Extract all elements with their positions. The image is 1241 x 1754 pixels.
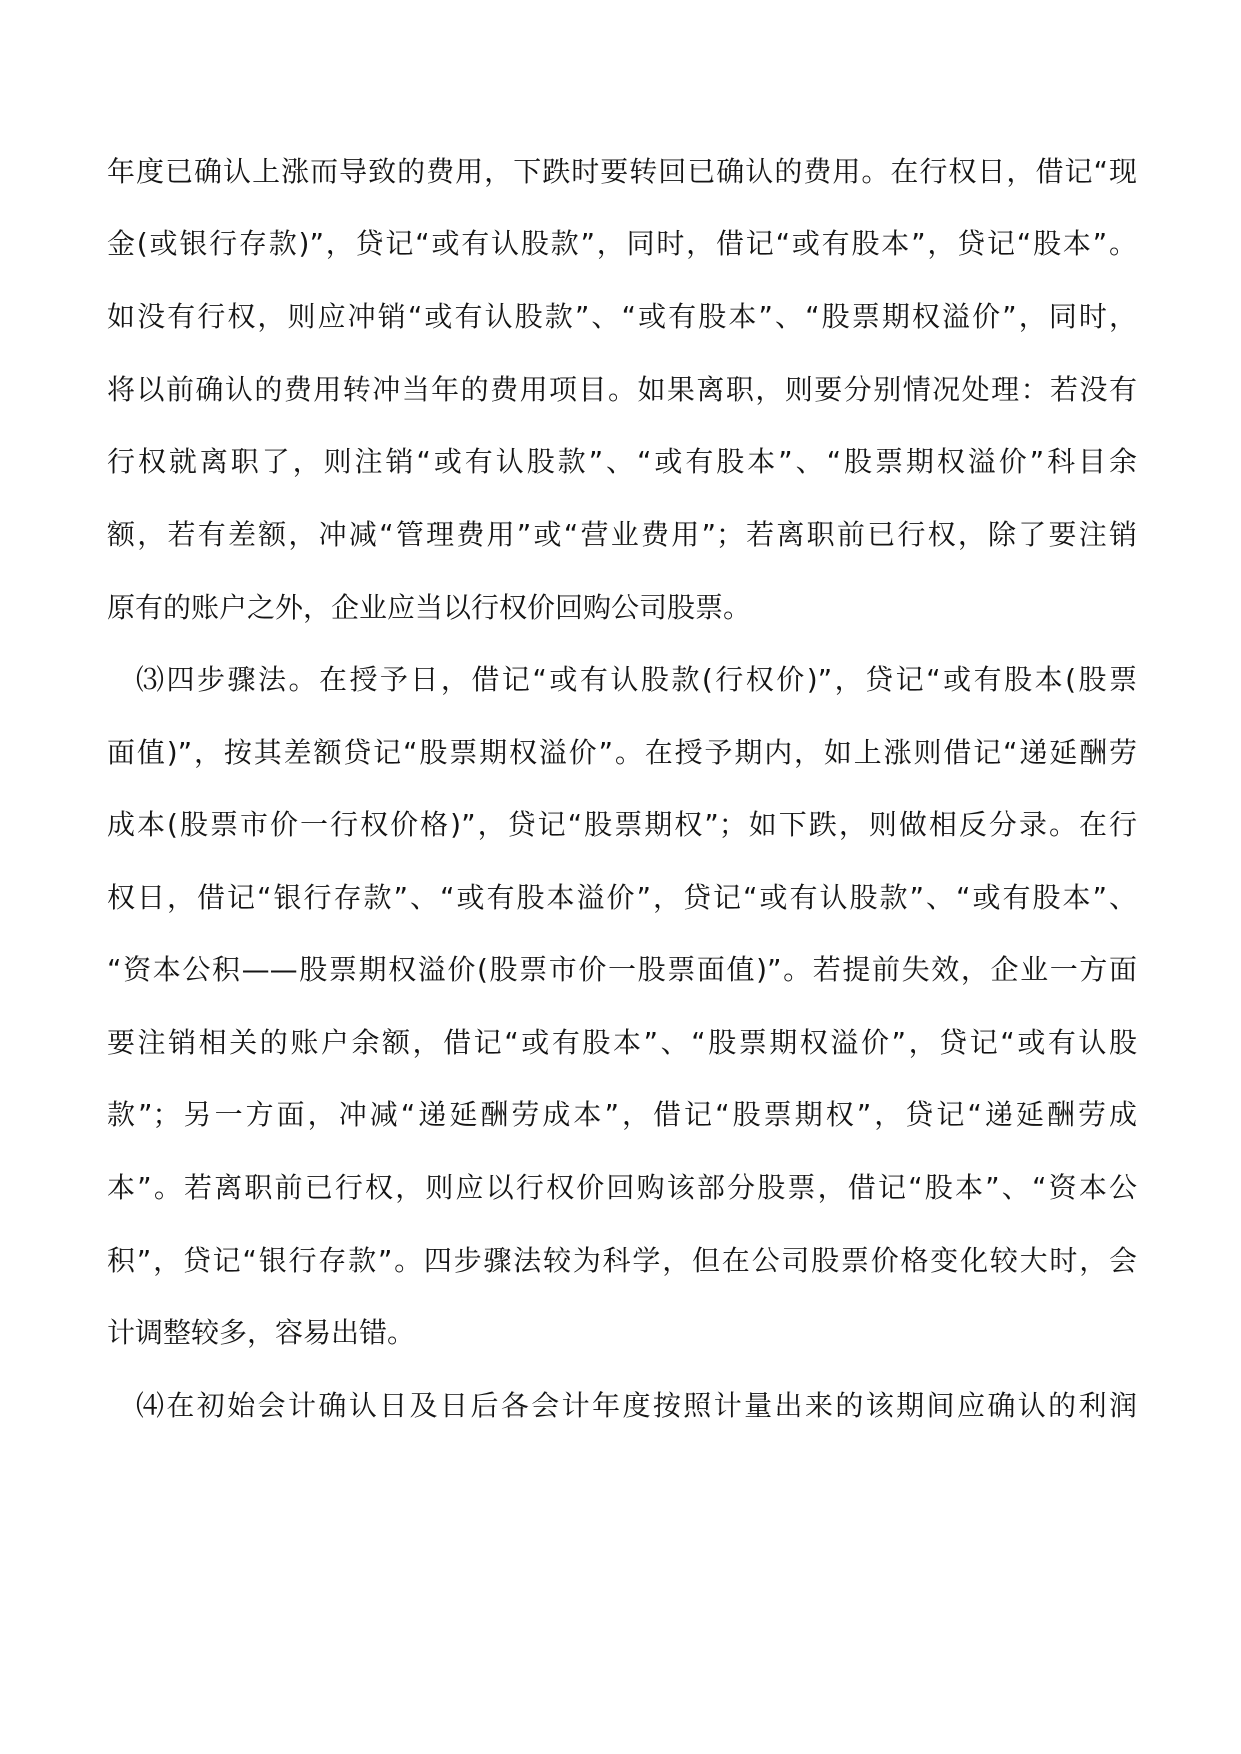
text-line: 计调整较多，容易出错。 — [107, 1316, 416, 1349]
text-line: 面值)”，按其差额贷记“股票期权溢价”。在授予期内，如上涨则借记“递延酬劳 — [107, 736, 1137, 769]
text-line: 额，若有差额，冲减“管理费用”或“营业费用”；若离职前已行权，除了要注销 — [107, 518, 1137, 551]
text-line: 将以前确认的费用转冲当年的费用项目。如果离职，则要分别情况处理：若没有 — [107, 373, 1137, 406]
text-line: 原有的账户之外，企业应当以行权价回购公司股票。 — [107, 591, 752, 624]
paragraph-first-line: ⑶四步骤法。在授予日，借记“或有认股款(行权价)”，贷记“或有股本(股票 — [136, 663, 1137, 696]
text-line: 权日，借记“银行存款”、“或有股本溢价”，贷记“或有认股款”、“或有股本”、 — [107, 881, 1137, 914]
paragraph-first-line: ⑷在初始会计确认日及日后各会计年度按照计量出来的该期间应确认的利润 — [136, 1389, 1137, 1422]
text-line: 年度已确认上涨而导致的费用，下跌时要转回已确认的费用。在行权日，借记“现 — [107, 155, 1137, 188]
text-line: 本”。若离职前已行权，则应以行权价回购该部分股票，借记“股本”、“资本公 — [107, 1171, 1137, 1204]
text-line: “资本公积——股票期权溢价(股票市价一股票面值)”。若提前失效，企业一方面 — [107, 953, 1137, 986]
text-line: 如没有行权，则应冲销“或有认股款”、“或有股本”、“股票期权溢价”，同时， — [107, 300, 1137, 333]
text-line: 积”，贷记“银行存款”。四步骤法较为科学，但在公司股票价格变化较大时，会 — [107, 1244, 1137, 1277]
text-line: 成本(股票市价一行权价格)”，贷记“股票期权”；如下跌，则做相反分录。在行 — [107, 808, 1137, 841]
text-line: 金(或银行存款)”，贷记“或有认股款”，同时，借记“或有股本”，贷记“股本”。 — [107, 227, 1137, 260]
text-line: 款”；另一方面，冲减“递延酬劳成本”，借记“股票期权”，贷记“递延酬劳成 — [107, 1098, 1137, 1131]
text-line: 要注销相关的账户余额，借记“或有股本”、“股票期权溢价”，贷记“或有认股 — [107, 1026, 1137, 1059]
text-line: 行权就离职了，则注销“或有认股款”、“或有股本”、“股票期权溢价”科目余 — [107, 445, 1137, 478]
